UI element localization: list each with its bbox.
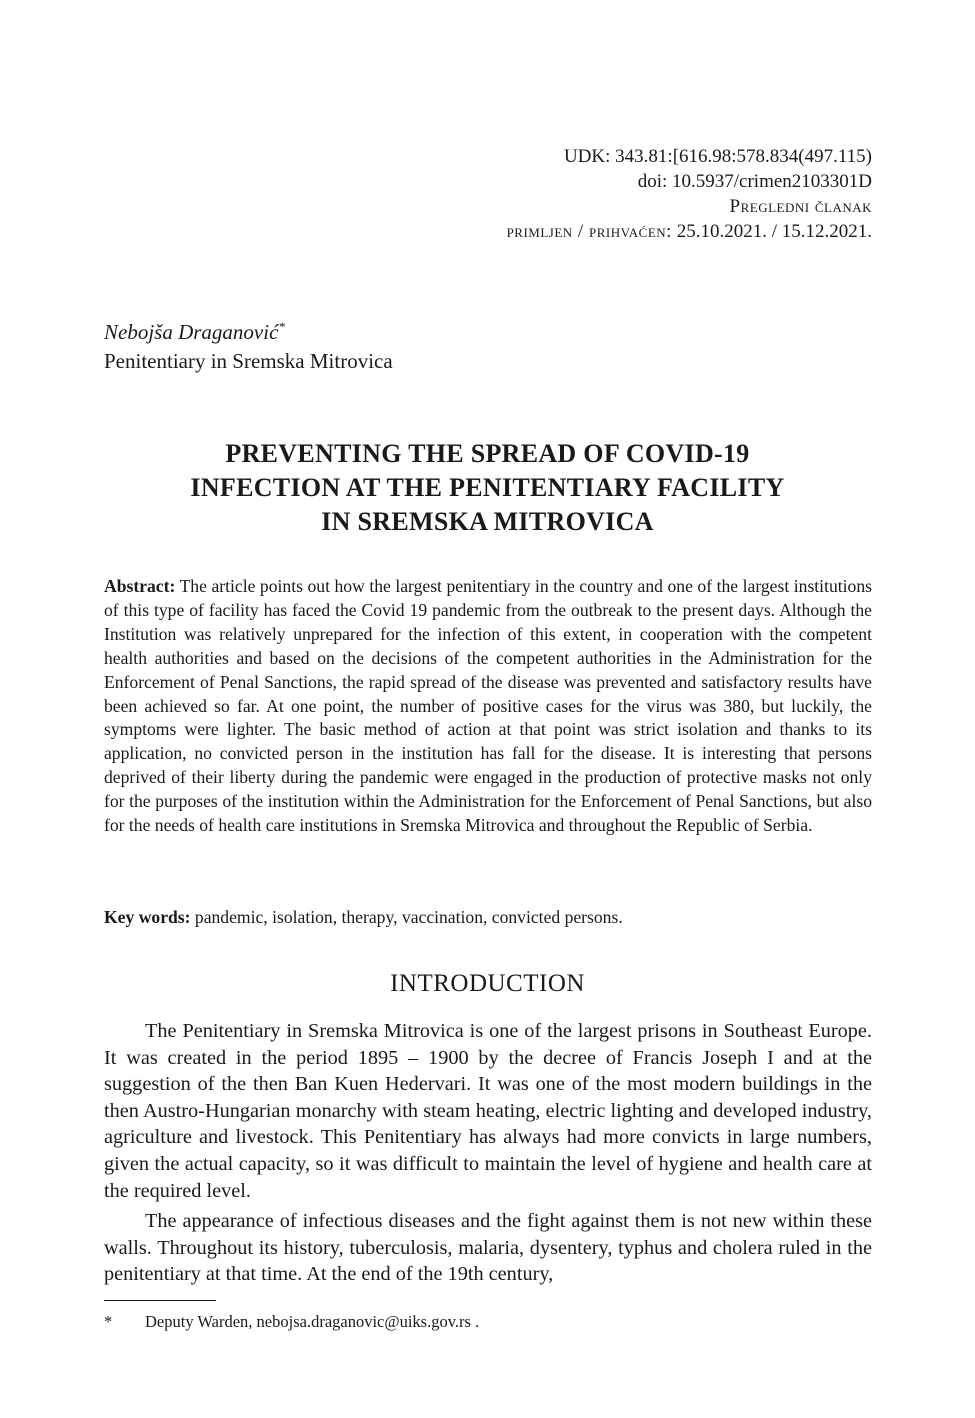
author-name: Nebojša Draganović	[104, 320, 279, 344]
doi: doi: 10.5937/crimen2103301D	[637, 171, 872, 192]
title-line-1: PREVENTING THE SPREAD OF COVID-19	[225, 439, 750, 468]
abstract	[104, 575, 872, 838]
footnote	[104, 1311, 479, 1333]
introduction-body	[104, 1018, 872, 1292]
footnote-text: Deputy Warden, nebojsa.draganovic@uiks.gov.rs .	[145, 1312, 480, 1331]
author-footnote-mark: *	[278, 319, 285, 334]
author-affiliation: Penitentiary in Sremska Mitrovica	[104, 349, 393, 373]
dates-value: 25.10.2021. / 15.12.2021.	[676, 221, 872, 242]
article-type: Pregledni članak	[729, 196, 872, 217]
udk-code: UDK: 343.81:[616.98:578.834(497.115)	[563, 146, 872, 167]
title-line-3: IN SREMSKA MITROVICA	[321, 507, 654, 536]
keywords-label: Key words:	[104, 907, 191, 927]
title-line-2: INFECTION AT THE PENITENTIARY FACILITY	[190, 473, 785, 502]
keywords-text: pandemic, isolation, therapy, vaccination, convicted persons.	[194, 907, 623, 927]
footnote-divider	[104, 1300, 216, 1301]
dates-label: primljen / prihvaćen:	[506, 221, 672, 242]
received-accepted-dates	[507, 219, 872, 244]
abstract-text: The article points out how the largest penitentiary in the country and one of the largest institutions of this type of facility has faced the Covid 19 pandemic from the outbreak to the present days. Although the Institution was relatively unprepared for the infection of this extent, in cooperation with the competent health authorities and based on the decisions of the competent authorities in the Administration for the Enforcement of Penal Sanctions, the rapid spread of the disease was prevented and satisfactory results have been achieved so far. At one point, the number of positive cases for the virus was 380, but luckily, the symptoms were lighter. The basic method of action at that point was strict isolation and thanks to its application, no convicted person in the institution has fall for the disease. It is interesting that persons deprived of their liberty during the pandemic were engaged in the production of protective masks not only for the purposes of the institution within the Administration for the Enforcement of Penal Sanctions, but also for the needs of health care institutions in Sremska Mitrovica and throughout the Republic of Serbia.	[104, 576, 872, 836]
paragraph: The Penitentiary in Sremska Mitrovica is one of the largest prisons in Southeast Europe. It was created in the period 1895 – 1900 by the decree of Francis Joseph I and at the suggestion of the then Ban Kuen Hedervari. It was one of the most modern buildings in the then Austro-Hungarian monarchy with steam heating, electric lighting and developed industry, agriculture and livestock. This Penitentiary has always had more convicts in large numbers, given the actual capacity, so it was difficult to maintain the level of hygiene and health care at the required level.	[104, 1020, 872, 1202]
keywords	[104, 905, 872, 929]
abstract-label: Abstract:	[104, 576, 176, 596]
paper-title	[100, 437, 875, 539]
paragraph: The appearance of infectious diseases and the fight against them is not new within these walls. Throughout its history, tuberculosis, malaria, dysentery, typhus and cholera ruled in the penitentiary at that time. At the end of the 19th century,	[104, 1210, 872, 1286]
section-heading-introduction: INTRODUCTION	[390, 970, 585, 997]
article-metadata	[507, 144, 872, 244]
footnote-mark: *	[104, 1312, 113, 1331]
author-block	[104, 312, 393, 376]
